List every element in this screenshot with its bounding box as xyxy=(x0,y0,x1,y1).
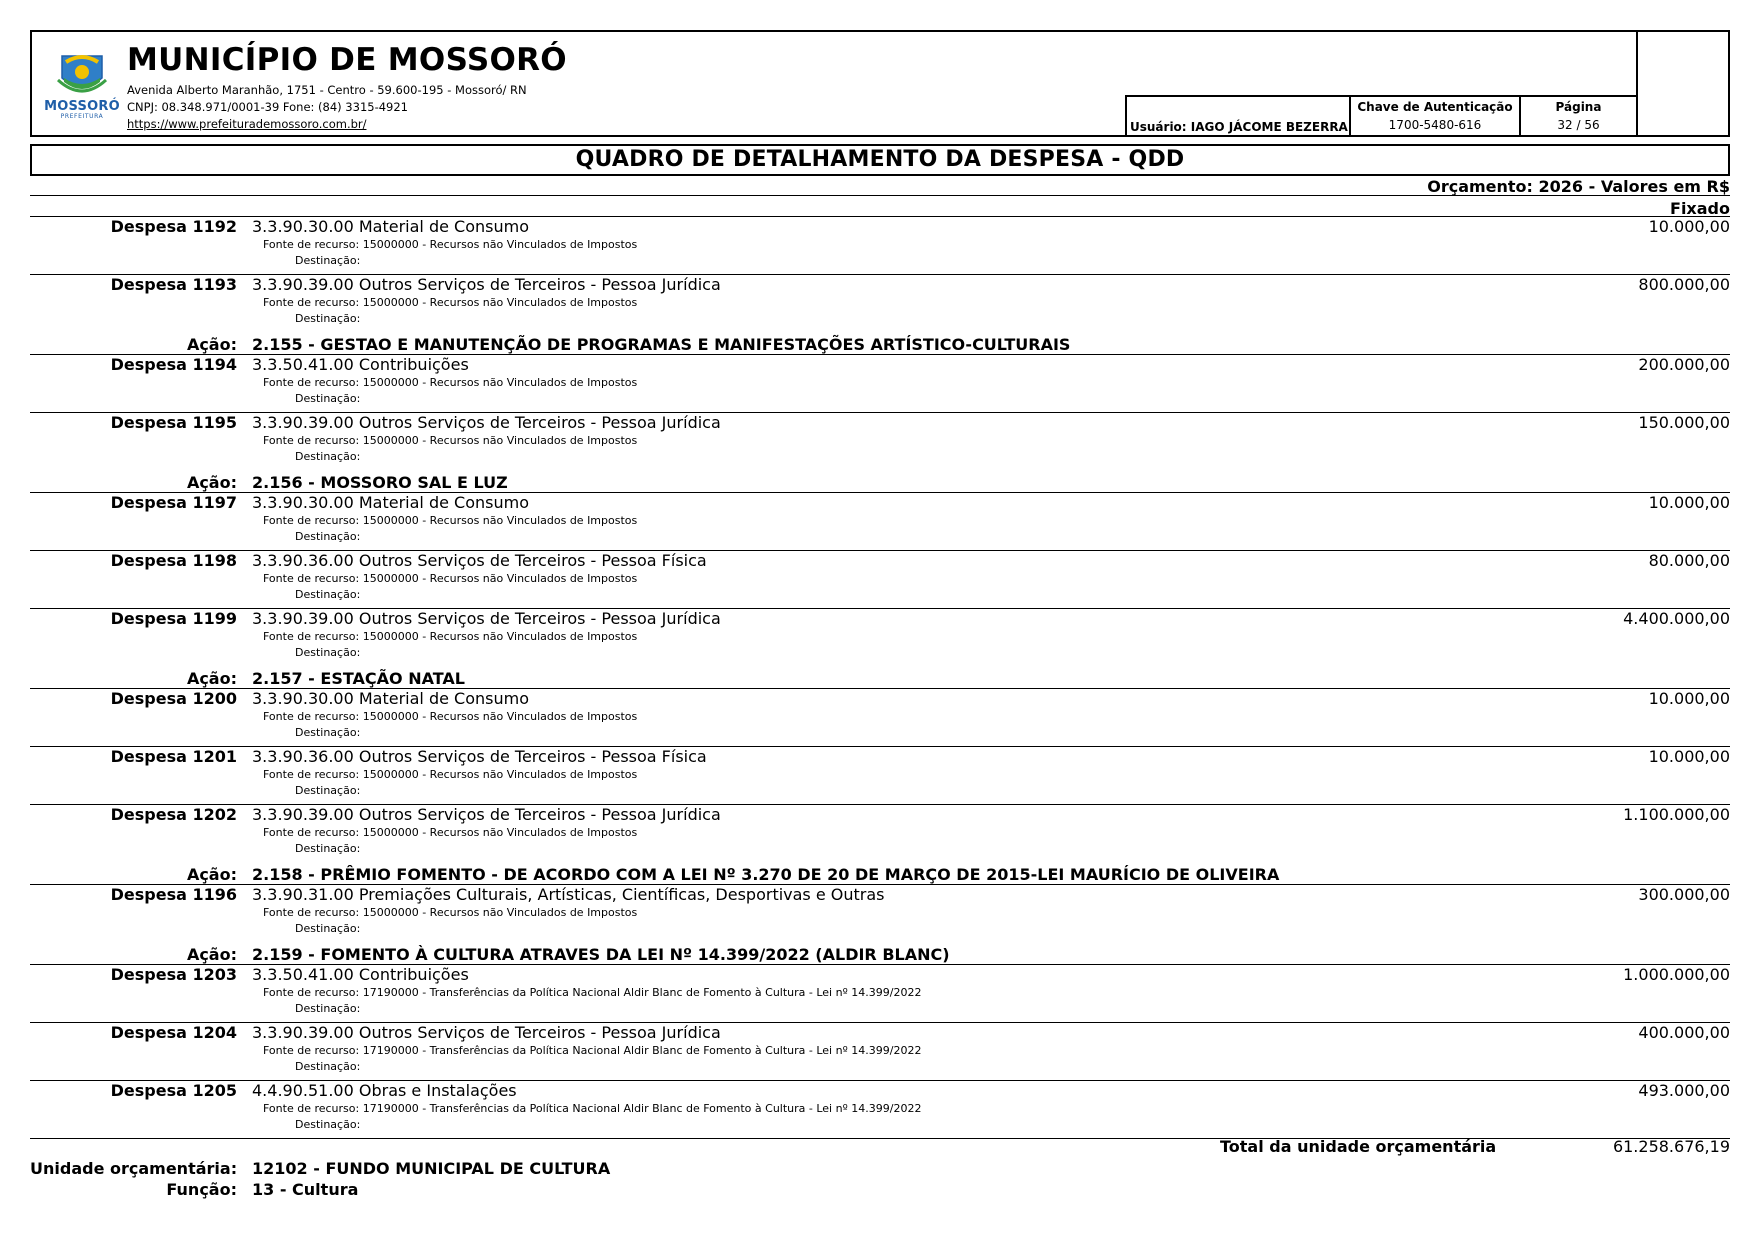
expense-value: 80.000,00 xyxy=(1648,551,1730,570)
municipality-cnpj-phone: CNPJ: 08.348.971/0001-39 Fone: (84) 3315-4921 xyxy=(127,100,408,114)
expense-label: Despesa 1198 xyxy=(110,551,237,570)
user-name: Usuário: IAGO JÁCOME BEZERRA xyxy=(1130,120,1348,134)
expense-row xyxy=(30,608,1730,666)
expense-fonte: Fonte de recurso: 15000000 - Recursos não Vinculados de Impostos xyxy=(263,376,638,389)
expense-label: Despesa 1195 xyxy=(110,413,237,432)
expense-description: 3.3.90.39.00 Outros Serviços de Terceiros - Pessoa Jurídica xyxy=(252,413,721,432)
page-cell xyxy=(1519,95,1636,137)
expense-row xyxy=(30,216,1730,274)
expense-fonte: Fonte de recurso: 15000000 - Recursos não Vinculados de Impostos xyxy=(263,826,638,839)
expense-fonte: Fonte de recurso: 17190000 - Transferências da Política Nacional Aldir Blanc de Fomento à Cultura - Lei nº 14.399/2022 xyxy=(263,986,922,999)
expense-value: 1.100.000,00 xyxy=(1623,805,1730,824)
expense-label: Despesa 1201 xyxy=(110,747,237,766)
expense-fonte: Fonte de recurso: 15000000 - Recursos não Vinculados de Impostos xyxy=(263,434,638,447)
expense-destinacao: Destinação: xyxy=(295,1060,361,1073)
action-title: 2.155 - GESTAO E MANUTENÇÃO DE PROGRAMAS E MANIFESTAÇÕES ARTÍSTICO-CULTURAIS xyxy=(252,335,1071,354)
expense-value: 400.000,00 xyxy=(1638,1023,1730,1042)
expense-fonte: Fonte de recurso: 15000000 - Recursos não Vinculados de Impostos xyxy=(263,296,638,309)
auth-key-label: Chave de Autenticação xyxy=(1357,100,1513,114)
municipality-logo xyxy=(42,50,122,130)
expense-destinacao: Destinação: xyxy=(295,726,361,739)
total-label: Total da unidade orçamentária xyxy=(1220,1137,1497,1156)
expense-label: Despesa 1197 xyxy=(110,493,237,512)
budget-unit-label: Unidade orçamentária: xyxy=(30,1159,238,1178)
expense-destinacao: Destinação: xyxy=(295,1118,361,1131)
expense-description: 3.3.90.39.00 Outros Serviços de Terceiros - Pessoa Jurídica xyxy=(252,275,721,294)
column-header-fixado: Fixado xyxy=(1670,199,1730,218)
action-label: Ação: xyxy=(186,335,237,354)
auth-key-cell xyxy=(1349,95,1519,137)
expense-destinacao: Destinação: xyxy=(295,392,361,405)
expense-fonte: Fonte de recurso: 15000000 - Recursos não Vinculados de Impostos xyxy=(263,630,638,643)
expense-description: 3.3.90.39.00 Outros Serviços de Terceiros - Pessoa Jurídica xyxy=(252,1023,721,1042)
expense-description: 3.3.90.30.00 Material de Consumo xyxy=(252,689,529,708)
action-heading xyxy=(30,945,1730,965)
auth-key-value: 1700-5480-616 xyxy=(1388,118,1482,132)
total-value: 61.258.676,19 xyxy=(1612,1137,1730,1156)
expense-fonte: Fonte de recurso: 15000000 - Recursos não Vinculados de Impostos xyxy=(263,572,638,585)
logo-subtext: PREFEITURA xyxy=(60,113,104,120)
expense-label: Despesa 1192 xyxy=(110,217,237,236)
expense-destinacao: Destinação: xyxy=(295,784,361,797)
expense-row xyxy=(30,746,1730,804)
action-label: Ação: xyxy=(186,865,237,884)
municipality-address: Avenida Alberto Maranhão, 1751 - Centro - 59.600-195 - Mossoró/ RN xyxy=(127,83,527,97)
municipality-name: MUNICÍPIO DE MOSSORÓ xyxy=(127,42,567,78)
action-label: Ação: xyxy=(186,473,237,492)
expense-row xyxy=(30,412,1730,470)
expense-description: 3.3.90.30.00 Material de Consumo xyxy=(252,493,529,512)
expense-row xyxy=(30,804,1730,862)
expense-value: 10.000,00 xyxy=(1648,217,1730,236)
expense-description: 4.4.90.51.00 Obras e Instalações xyxy=(252,1081,517,1100)
expense-label: Despesa 1193 xyxy=(110,275,237,294)
expense-description: 3.3.50.41.00 Contribuições xyxy=(252,355,469,374)
blank-cell xyxy=(1636,30,1730,137)
function-line xyxy=(30,1180,1030,1202)
page-number: 32 / 56 xyxy=(1557,118,1600,132)
expense-label: Despesa 1200 xyxy=(110,689,237,708)
expense-value: 10.000,00 xyxy=(1648,493,1730,512)
expense-label: Despesa 1204 xyxy=(110,1023,237,1042)
expense-fonte: Fonte de recurso: 17190000 - Transferências da Política Nacional Aldir Blanc de Fomento à Cultura - Lei nº 14.399/2022 xyxy=(263,1102,922,1115)
expense-row xyxy=(30,274,1730,332)
expense-description: 3.3.90.39.00 Outros Serviços de Terceiros - Pessoa Jurídica xyxy=(252,805,721,824)
expense-value: 150.000,00 xyxy=(1638,413,1730,432)
expense-fonte: Fonte de recurso: 15000000 - Recursos não Vinculados de Impostos xyxy=(263,238,638,251)
action-label: Ação: xyxy=(186,945,237,964)
expense-fonte: Fonte de recurso: 15000000 - Recursos não Vinculados de Impostos xyxy=(263,710,638,723)
expense-value: 300.000,00 xyxy=(1638,885,1730,904)
expense-value: 800.000,00 xyxy=(1638,275,1730,294)
action-title: 2.159 - FOMENTO À CULTURA ATRAVES DA LEI Nº 14.399/2022 (ALDIR BLANC) xyxy=(252,945,950,964)
expense-value: 493.000,00 xyxy=(1638,1081,1730,1100)
expense-description: 3.3.90.36.00 Outros Serviços de Terceiros - Pessoa Física xyxy=(252,747,707,766)
expense-description: 3.3.90.30.00 Material de Consumo xyxy=(252,217,529,236)
function-label: Função: xyxy=(166,1180,237,1199)
logo-wordmark: MOSSORÓ xyxy=(44,99,120,114)
expense-destinacao: Destinação: xyxy=(295,1002,361,1015)
expense-row xyxy=(30,354,1730,412)
budget-unit xyxy=(30,1159,1030,1181)
expense-row xyxy=(30,964,1730,1022)
expense-description: 3.3.90.36.00 Outros Serviços de Terceiros - Pessoa Física xyxy=(252,551,707,570)
function-value: 13 - Cultura xyxy=(252,1180,359,1199)
action-title: 2.158 - PRÊMIO FOMENTO - DE ACORDO COM A LEI Nº 3.270 DE 20 DE MARÇO DE 2015-LEI MAURÍCIO DE OLIVEIRA xyxy=(252,865,1280,884)
expense-destinacao: Destinação: xyxy=(295,530,361,543)
coat-of-arms-icon xyxy=(54,50,110,100)
expense-label: Despesa 1205 xyxy=(110,1081,237,1100)
action-heading xyxy=(30,335,1730,355)
expense-label: Despesa 1202 xyxy=(110,805,237,824)
expense-description: 3.3.90.31.00 Premiações Culturais, Artísticas, Científicas, Desportivas e Outras xyxy=(252,885,885,904)
divider xyxy=(30,195,1730,196)
budget-label: Orçamento: 2026 - Valores em R$ xyxy=(1427,177,1730,196)
expense-fonte: Fonte de recurso: 15000000 - Recursos não Vinculados de Impostos xyxy=(263,906,638,919)
action-label: Ação: xyxy=(186,669,237,688)
budget-unit-value: 12102 - FUNDO MUNICIPAL DE CULTURA xyxy=(252,1159,611,1178)
expense-destinacao: Destinação: xyxy=(295,450,361,463)
expense-row xyxy=(30,492,1730,550)
action-title: 2.157 - ESTAÇÃO NATAL xyxy=(252,669,465,688)
expense-destinacao: Destinação: xyxy=(295,588,361,601)
expense-label: Despesa 1199 xyxy=(110,609,237,628)
action-heading xyxy=(30,473,1730,493)
expense-description: 3.3.90.39.00 Outros Serviços de Terceiros - Pessoa Jurídica xyxy=(252,609,721,628)
expense-row xyxy=(30,688,1730,746)
report-title: QUADRO DE DETALHAMENTO DA DESPESA - QDD xyxy=(30,144,1730,176)
expense-destinacao: Destinação: xyxy=(295,646,361,659)
expense-destinacao: Destinação: xyxy=(295,842,361,855)
expense-value: 1.000.000,00 xyxy=(1623,965,1730,984)
expense-row xyxy=(30,884,1730,942)
action-heading xyxy=(30,669,1730,689)
user-cell xyxy=(1125,95,1349,137)
expense-destinacao: Destinação: xyxy=(295,922,361,935)
page-label: Página xyxy=(1555,100,1602,114)
expense-label: Despesa 1203 xyxy=(110,965,237,984)
expense-destinacao: Destinação: xyxy=(295,254,361,267)
expense-fonte: Fonte de recurso: 15000000 - Recursos não Vinculados de Impostos xyxy=(263,768,638,781)
expense-row xyxy=(30,1080,1730,1138)
expense-fonte: Fonte de recurso: 17190000 - Transferências da Política Nacional Aldir Blanc de Fomento à Cultura - Lei nº 14.399/2022 xyxy=(263,1044,922,1057)
action-title: 2.156 - MOSSORO SAL E LUZ xyxy=(252,473,508,492)
expense-value: 4.400.000,00 xyxy=(1623,609,1730,628)
expense-label: Despesa 1194 xyxy=(110,355,237,374)
report-header xyxy=(30,30,1730,137)
expense-destinacao: Destinação: xyxy=(295,312,361,325)
action-heading xyxy=(30,865,1730,885)
expense-description: 3.3.50.41.00 Contribuições xyxy=(252,965,469,984)
expense-row xyxy=(30,550,1730,608)
expense-value: 200.000,00 xyxy=(1638,355,1730,374)
expense-value: 10.000,00 xyxy=(1648,747,1730,766)
expense-label: Despesa 1196 xyxy=(110,885,237,904)
municipality-website-link[interactable]: https://www.prefeiturademossoro.com.br/ xyxy=(127,117,367,131)
expense-fonte: Fonte de recurso: 15000000 - Recursos não Vinculados de Impostos xyxy=(263,514,638,527)
expense-row xyxy=(30,1022,1730,1080)
expense-value: 10.000,00 xyxy=(1648,689,1730,708)
